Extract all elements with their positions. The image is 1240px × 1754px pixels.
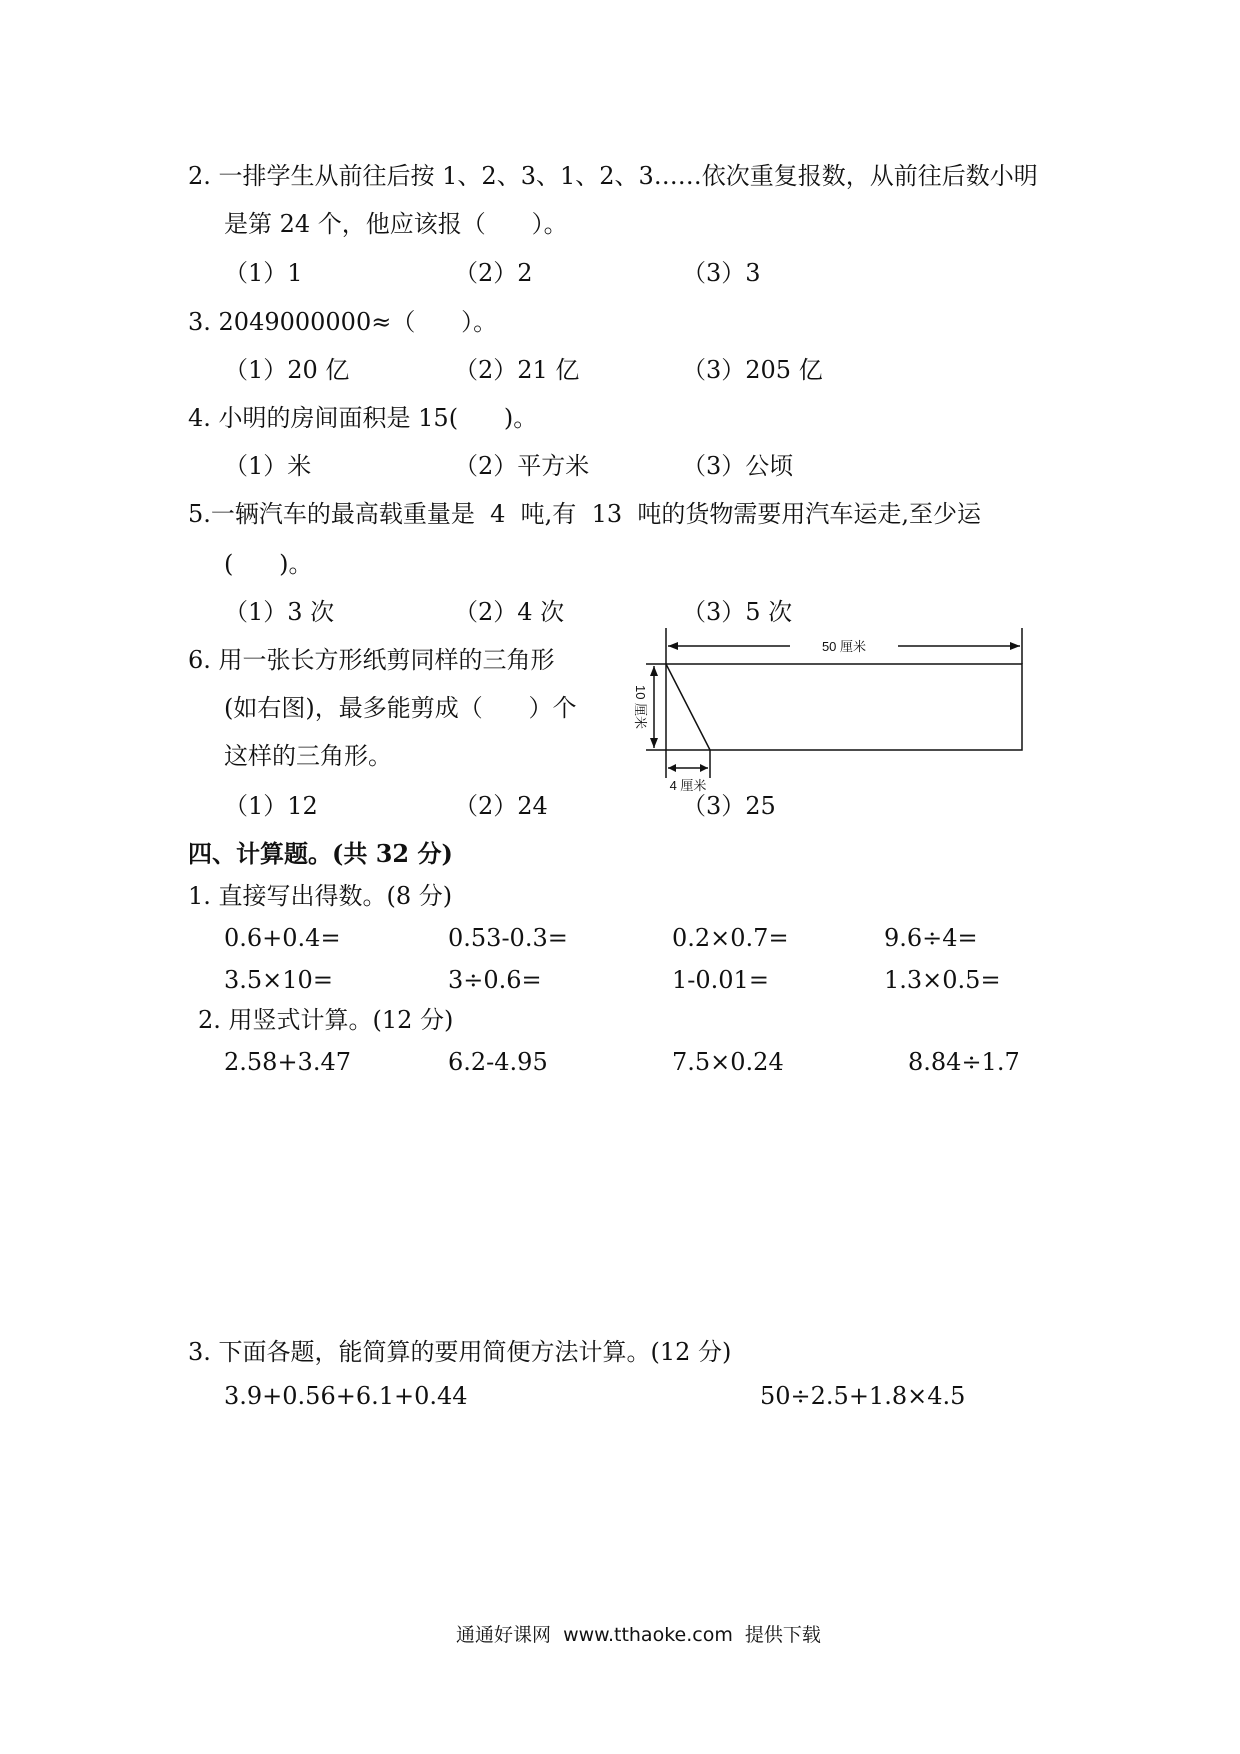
q3-option-2: （2）21 亿 xyxy=(454,356,580,384)
q4-line1: 4. 小明的房间面积是 15( )。 xyxy=(188,404,538,432)
calc-item: 1.3×0.5= xyxy=(884,966,1001,994)
simplify-calc-item: 3.9+0.56+6.1+0.44 xyxy=(224,1382,468,1410)
calc-item: 0.53-0.3= xyxy=(448,924,568,952)
q5-line1: 5.一辆汽车的最高载重量是 4 吨,有 13 吨的货物需要用汽车运走,至少运 xyxy=(188,500,981,528)
q2-line1: 2. 一排学生从前往后按 1、2、3、1、2、3……依次重复报数，从前往后数小明 xyxy=(188,162,1038,190)
q6-line2: (如右图)，最多能剪成（ ）个 xyxy=(224,694,577,722)
calc-item: 9.6÷4= xyxy=(884,924,978,952)
q6-option-2: （2）24 xyxy=(454,792,548,820)
q2-option-2: （2）2 xyxy=(454,259,533,287)
q6-option-1: （1）12 xyxy=(224,792,318,820)
simplify-calc-item: 50÷2.5+1.8×4.5 xyxy=(760,1382,966,1410)
q4-option-2: （2）平方米 xyxy=(454,452,590,480)
q3-line1: 3. 2049000000≈（ ）。 xyxy=(188,308,498,336)
triangle-edge xyxy=(666,664,710,750)
vertical-calc-item: 2.58+3.47 xyxy=(224,1048,351,1076)
q5-option-1: （1）3 次 xyxy=(224,598,335,626)
q2-option-1: （1）1 xyxy=(224,259,303,287)
calc-item: 3÷0.6= xyxy=(448,966,542,994)
calc-item: 3.5×10= xyxy=(224,966,333,994)
base-label: 4 厘米 xyxy=(669,778,707,793)
q2-option-3: （3）3 xyxy=(682,259,761,287)
vertical-calc-item: 8.84÷1.7 xyxy=(908,1048,1020,1076)
footer-text: 通通好课网 www.tthaoke.com 提供下载 xyxy=(456,1624,821,1646)
calc-item: 1-0.01= xyxy=(672,966,769,994)
q4-option-1: （1）米 xyxy=(224,452,312,480)
height-label: 10 厘米 xyxy=(633,684,648,730)
q3-option-3: （3）205 亿 xyxy=(682,356,823,384)
part2-title: 2. 用竖式计算。(12 分) xyxy=(198,1006,454,1034)
calc-item: 0.6+0.4= xyxy=(224,924,341,952)
q5-line2: ( )。 xyxy=(224,550,313,578)
section4-title: 四、计算题。(共 32 分) xyxy=(188,839,453,868)
q6-option-3: （3）25 xyxy=(682,792,776,820)
part1-title: 1. 直接写出得数。(8 分) xyxy=(188,882,453,910)
rectangle xyxy=(666,664,1022,750)
calc-item: 0.2×0.7= xyxy=(672,924,789,952)
q6-line3: 这样的三角形。 xyxy=(224,742,392,770)
length-label: 50 厘米 xyxy=(821,639,867,654)
q5-option-2: （2）4 次 xyxy=(454,598,565,626)
rectangle-triangle-figure xyxy=(620,628,1040,796)
vertical-calc-item: 6.2-4.95 xyxy=(448,1048,548,1076)
vertical-calc-item: 7.5×0.24 xyxy=(672,1048,784,1076)
q5-option-3: （3）5 次 xyxy=(682,598,793,626)
q6-line1: 6. 用一张长方形纸剪同样的三角形 xyxy=(188,646,555,674)
part3-title: 3. 下面各题，能简算的要用简便方法计算。(12 分) xyxy=(188,1338,732,1366)
q4-option-3: （3）公顷 xyxy=(682,452,794,480)
q3-option-1: （1）20 亿 xyxy=(224,356,350,384)
q2-line2: 是第 24 个，他应该报（ ）。 xyxy=(224,210,568,238)
